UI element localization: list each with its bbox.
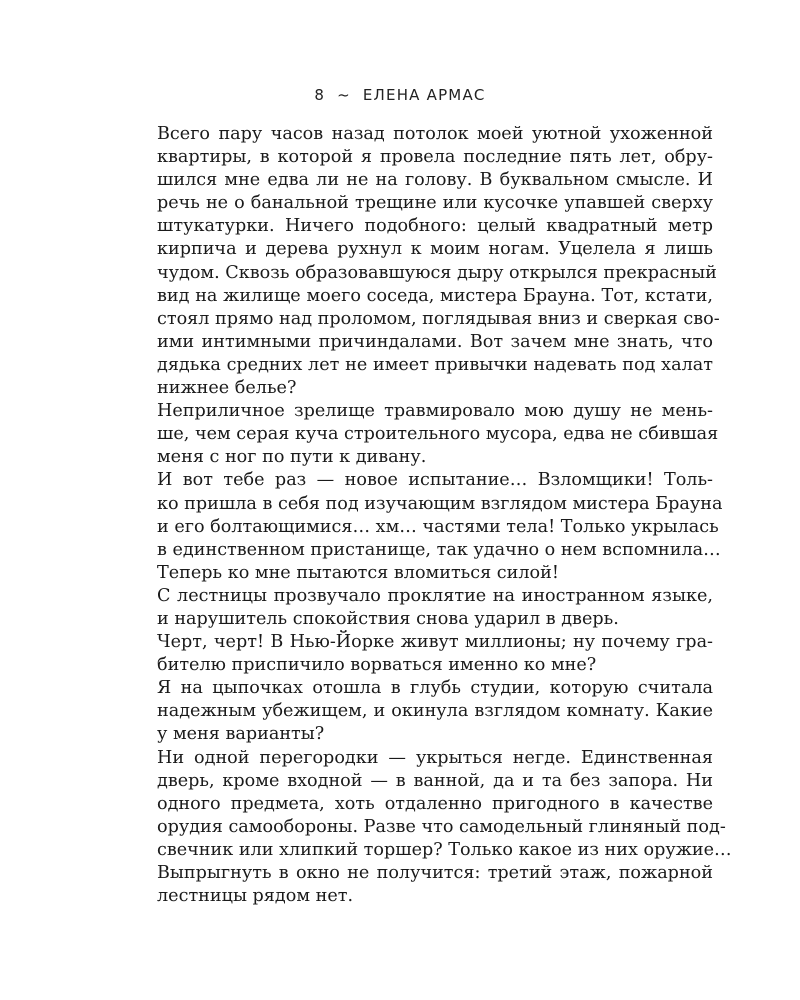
text-line: дверь, кроме входной — в ванной, да и та без запора. Ни bbox=[157, 770, 713, 791]
text-line: бителю приспичило ворваться именно ко мне? bbox=[157, 655, 597, 676]
text-line: и его болтающимися… хм… частями тела! Только укрылась bbox=[157, 516, 719, 537]
paragraph bbox=[130, 631, 713, 677]
text-line: речь не о банальной трещине или кусочке упавшей сверху bbox=[157, 193, 713, 214]
paragraph bbox=[130, 123, 720, 400]
text-line: лестницы рядом нет. bbox=[157, 886, 354, 907]
text-line: ими интимными причиндалами. Вот зачем мне знать, что bbox=[157, 331, 713, 352]
text-line: кирпича и дерева рухнул к моим ногам. Уцелела я лишь bbox=[157, 239, 713, 260]
text-line: ко пришла в себя под изучающим взглядом мистера Брауна bbox=[157, 493, 723, 514]
text-line: С лестницы прозвучало проклятие на иностранном языке, bbox=[157, 585, 713, 606]
text-line: Всего пару часов назад потолок моей уютной ухоженной bbox=[157, 124, 713, 144]
text-line: чудом. Сквозь образовавшуюся дыру открылся прекрасный bbox=[157, 262, 717, 283]
text-line: у меня варианты? bbox=[157, 724, 325, 745]
text-line: Я на цыпочках отошла в глубь студии, которую считала bbox=[157, 678, 713, 699]
text-line: Неприличное зрелище травмировало мою душу не мень- bbox=[157, 401, 713, 422]
text-line: орудия самообороны. Разве что самодельный глиняный под- bbox=[157, 816, 726, 837]
text-line: и нарушитель спокойствия снова ударил в дверь. bbox=[157, 608, 619, 629]
text-line: ше, чем серая куча строительного мусора, едва не сбившая bbox=[157, 424, 719, 445]
paragraph bbox=[130, 747, 732, 909]
text-line: свечник или хлипкий торшер? Только какое из них оружие… bbox=[157, 839, 732, 860]
text-line: дядька средних лет не имеет привычки надевать под халат bbox=[157, 354, 713, 375]
text-line: стоял прямо над проломом, поглядывая вниз и сверкая сво- bbox=[157, 308, 720, 329]
text-line: нижнее белье? bbox=[157, 378, 297, 399]
text-line: вид на жилище моего соседа, мистера Брауна. Тот, кстати, bbox=[157, 285, 713, 306]
paragraph bbox=[130, 469, 723, 584]
author-name: ЕЛЕНА АРМАС bbox=[362, 86, 486, 104]
text-line: штукатурки. Ничего подобного: целый квадратный метр bbox=[157, 216, 713, 237]
text-line: шился мне едва ли не на голову. В буквальном смысле. И bbox=[157, 170, 713, 191]
paragraph bbox=[130, 400, 719, 469]
text-line: меня с ног по пути к дивану. bbox=[157, 447, 427, 468]
text-line: Черт, черт! В Нью-Йорке живут миллионы; ну почему гра- bbox=[157, 632, 713, 653]
text-line: квартиры, в которой я провела последние пять лет, обру- bbox=[157, 147, 713, 168]
text-line: надежным убежищем, и окинула взглядом комнату. Какие bbox=[157, 701, 713, 722]
text-line: Ни одной перегородки — укрыться негде. Единственная bbox=[157, 747, 713, 768]
running-head bbox=[0, 86, 800, 104]
paragraph bbox=[130, 677, 713, 746]
text-line: Выпрыгнуть в окно не получится: третий этаж, пожарной bbox=[157, 863, 713, 883]
text-line: одного предмета, хоть отдаленно пригодного в качестве bbox=[157, 793, 713, 814]
body-text bbox=[130, 123, 732, 908]
page-number: 8 bbox=[314, 86, 326, 104]
paragraph bbox=[130, 585, 713, 631]
text-line: в единственном пристанище, так удачно о нем вспомнила… bbox=[157, 539, 721, 560]
text-line: И вот тебе раз — новое испытание… Взломщики! Толь- bbox=[157, 470, 713, 491]
text-line: Теперь ко мне пытаются вломиться силой! bbox=[157, 562, 559, 583]
header-separator: ~ bbox=[337, 86, 351, 104]
